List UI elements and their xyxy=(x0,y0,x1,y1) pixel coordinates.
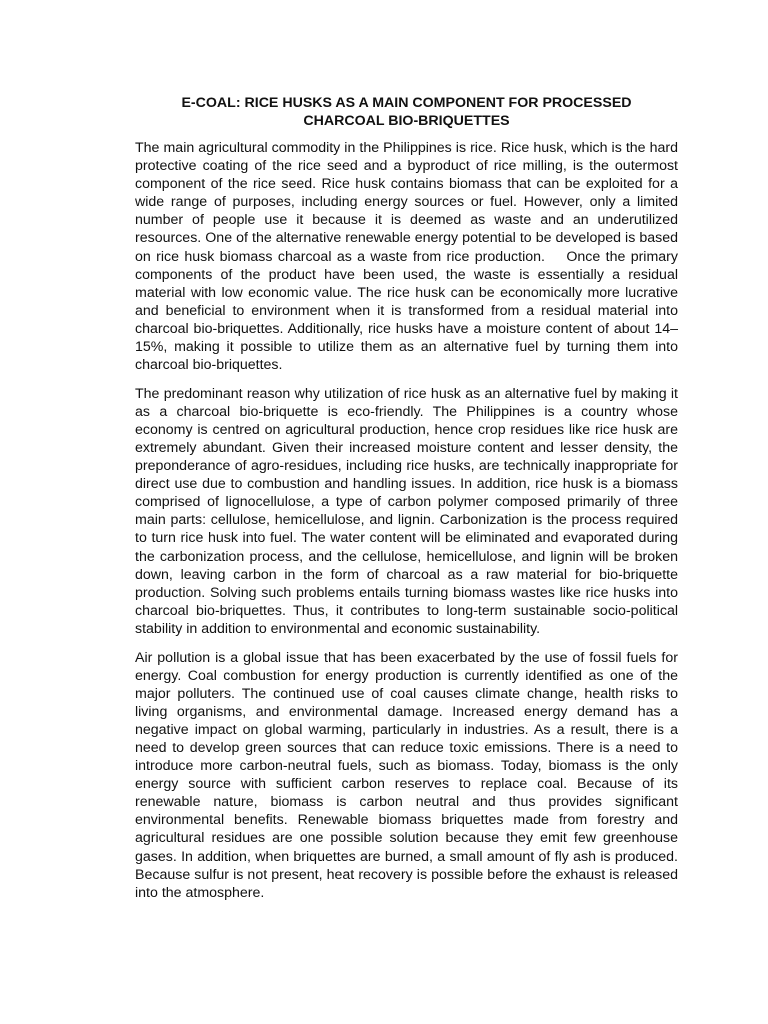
paragraph-3: Air pollution is a global issue that has been exacerbated by the use of fossil fuels for energy. Coal combustion for energy production is currently identified as one of the major polluters. The continued use of coal causes climate change, health risks to living organisms, and environmental damage. Increased energy demand has a negative impact on global warming, particularly in industries. As a result, there is a need to develop green sources that can reduce toxic emissions. There is a need to introduce more carbon-neutral fuels, such as biomass. Today, biomass is the only energy source with sufficient carbon reserves to replace coal. Because of its renewable nature, biomass is carbon neutral and thus provides significant environmental benefits. Renewable biomass briquettes made from forestry and agricultural residues are one possible solution because they emit few greenhouse gases. In addition, when briquettes are burned, a small amount of fly ash is produced. Because sulfur is not present, heat recovery is possible before the exhaust is released into the atmosphere. xyxy=(135,649,678,901)
paragraph-1: The main agricultural commodity in the Philippines is rice. Rice husk, which is the hard protective coating of the rice seed and a byproduct of rice milling, is the outermost component of the rice seed. Rice husk contains biomass that can be exploited for a wide range of purposes, including energy sources or fuel. However, only a limited number of people use it because it is deemed as waste and an underutilized resources. One of the alternative renewable energy potential to be developed is based on rice husk biomass charcoal as a waste from rice production. Once the primary components of the product have been used, the waste is essentially a residual material with low economic value. The rice husk can be economically more lucrative and beneficial to environment when it is transformed from a residual material into charcoal bio-briquettes. Additionally, rice husks have a moisture content of about 14–15%, making it possible to utilize them as an alternative fuel by turning them into charcoal bio-briquettes. xyxy=(135,140,682,374)
paragraph-2: The predominant reason why utilization of rice husk as an alternative fuel by making it as a charcoal bio-briquette is eco-friendly. The Philippines is a country whose economy is centred on agricultural production, hence crop residues like rice husk are extremely abundant. Given their increased moisture content and lesser density, the preponderance of agro-residues, including rice husks, are technically inappropriate for direct use due to combustion and handling issues. In addition, rice husk is a biomass comprised of lignocellulose, a type of carbon polymer composed primarily of three main parts: cellulose, hemicellulose, and lignin. Carbonization is the process required to turn rice husk into fuel. The water content will be eliminated and evaporated during the carbonization process, and the cellulose, hemicellulose, and lignin will be broken down, leaving carbon in the form of charcoal as a raw material for bio-briquette production. Solving such problems entails turning biomass wastes like rice husks into charcoal bio-briquettes. Thus, it contributes to long-term sustainable socio-political stability in addition to environmental and economic sustainability. xyxy=(135,385,678,637)
title-line-1: E-COAL: RICE HUSKS AS A MAIN COMPONENT FOR PROCESSED xyxy=(181,95,632,111)
document-title xyxy=(135,95,678,130)
title-line-2: CHARCOAL BIO-BRIQUETTES xyxy=(303,112,510,129)
document-page xyxy=(135,95,682,912)
